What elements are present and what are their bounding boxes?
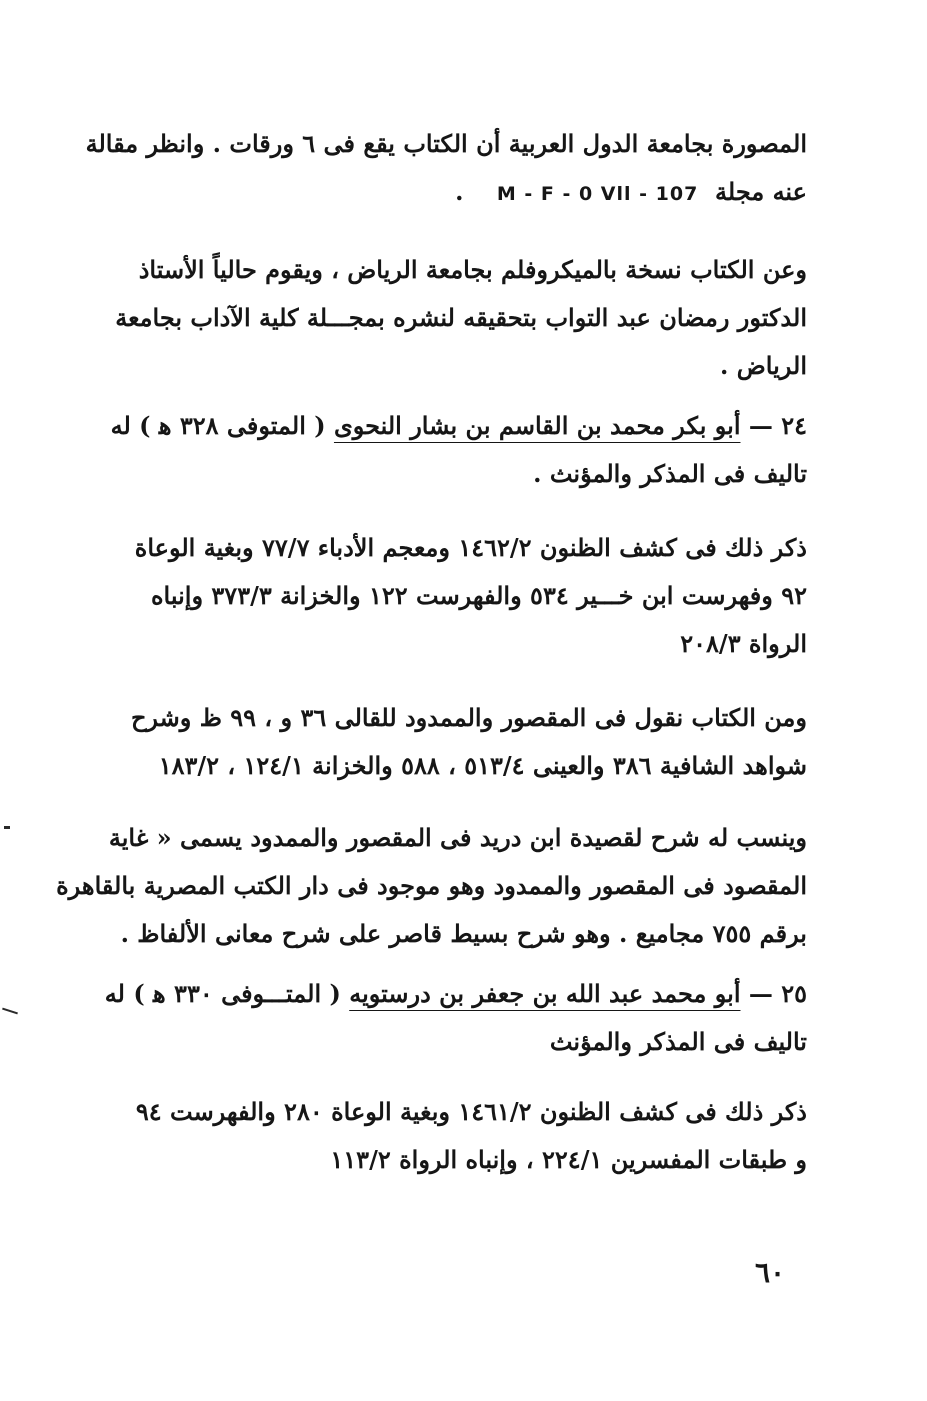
text-line-reference bbox=[137, 168, 807, 218]
journal-reference: M - F - 0 Vll - 107 bbox=[496, 183, 699, 205]
entry-death-date: ( المتوفى ٣٢٨ ﻫ ) له bbox=[110, 411, 326, 440]
text-line: برقم ٧٥٥ مجاميع . وهو شرح بسيط قاصر على شرح معانى الألفاظ . bbox=[120, 919, 807, 948]
text-line: الرياض . bbox=[720, 351, 807, 380]
page-number: ٦٠ bbox=[754, 1256, 786, 1289]
entry-death-date: ( المتـــوفى ٣٣٠ ﻫ ) له bbox=[104, 979, 341, 1008]
text-line: و طبقات المفسرين ٢٢٤/١ ، وإنباه الرواة ١١٣/٢ bbox=[330, 1145, 807, 1174]
scan-mark bbox=[2, 1008, 18, 1015]
reference-suffix: . bbox=[455, 177, 464, 206]
entry-25 bbox=[104, 970, 807, 1066]
text-line: ومن الكتاب نقول فى المقصور والممدود للقالى ٣٦ و ، ٩٩ ظ وشرح bbox=[130, 703, 807, 732]
text-line: ٩٢ وفهرست ابن خـــير ٥٣٤ والفهرست ١٢٢ والخزانة ٣٧٣/٣ وإنباه bbox=[150, 581, 807, 610]
entry-author: أبو محمد عبد الله بن جعفر بن درستويه bbox=[349, 979, 741, 1008]
text-line: ذكر ذلك فى كشف الظنون ١٤٦٢/٢ ومعجم الأدباء ٧٧/٧ وبغية الوعاة bbox=[134, 533, 807, 562]
entry-heading bbox=[110, 402, 807, 450]
text-line: شواهد الشافية ٣٨٦ والعينى ٥١٣/٤ ، ٥٨٨ والخزانة ١٢٤/١ ، ١٨٣/٢ bbox=[158, 751, 807, 780]
text-line: ذكر ذلك فى كشف الظنون ١٤٦١/٢ وبغية الوعاة ٢٨٠ والفهرست ٩٤ bbox=[135, 1097, 807, 1126]
paragraph-references-24 bbox=[134, 524, 807, 668]
scan-mark bbox=[4, 826, 10, 829]
text-line: الدكتور رمضان عبد التواب بتحقيقه لنشره بمجـــلة كلية الآداب بجامعة bbox=[115, 303, 807, 332]
paragraph-microfilm-note bbox=[115, 246, 807, 390]
text-line: المصورة بجامعة الدول العربية أن الكتاب يقع فى ٦ ورقات . وانظر مقالة bbox=[85, 129, 807, 158]
entry-24 bbox=[110, 402, 807, 498]
entry-number: ٢٤ — bbox=[748, 411, 807, 440]
paragraph-quotations bbox=[130, 694, 807, 790]
paragraph-commentary bbox=[56, 814, 807, 958]
text-line: وعن الكتاب نسخة بالميكروفلم بجامعة الرياض ، ويقوم حالياً الأستاذ bbox=[138, 255, 807, 284]
entry-author: أبو بكر محمد بن القاسم بن بشار النحوى bbox=[333, 411, 741, 440]
paragraph-manuscript-note bbox=[85, 120, 807, 218]
entry-heading bbox=[104, 970, 807, 1018]
text-line: الرواة ٢٠٨/٣ bbox=[680, 629, 807, 658]
text-line: وينسب له شرح لقصيدة ابن دريد فى المقصور والممدود يسمى « غاية bbox=[108, 823, 807, 852]
text-line: تاليف فى المذكر والمؤنث . bbox=[533, 459, 807, 488]
entry-number: ٢٥ — bbox=[748, 979, 807, 1008]
reference-prefix: عنه مجلة bbox=[715, 177, 807, 206]
text-line: المقصود فى المقصور والممدود وهو موجود فى دار الكتب المصرية بالقاهرة bbox=[56, 871, 807, 900]
paragraph-references-25 bbox=[137, 1088, 807, 1184]
text-line: تاليف فى المذكر والمؤنث bbox=[549, 1027, 807, 1056]
